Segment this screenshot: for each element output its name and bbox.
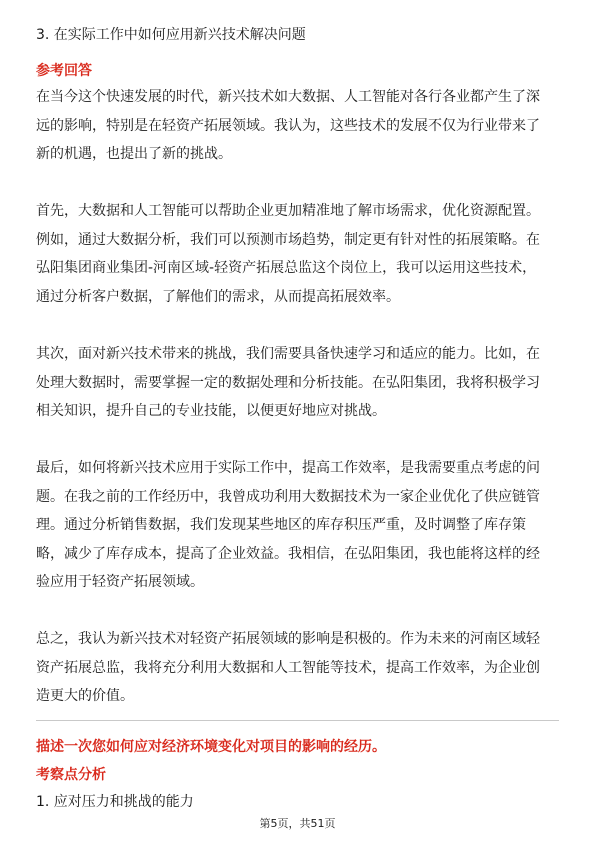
paragraph-line: 资产拓展总监，我将充分利用大数据和人工智能等技术，提高工作效率，为企业创 (36, 659, 540, 676)
paragraph-line: 弘阳集团商业集团-河南区域-轻资产拓展总监这个岗位上，我可以运用这些技术， (36, 260, 537, 276)
paragraph-line: 首先，大数据和人工智能可以帮助企业更加精准地了解市场需求，优化资源配置。 (36, 203, 540, 219)
answer-paragraph-4 (36, 454, 559, 597)
paragraph-line: 理。通过分析销售数据，我们发现某些地区的库存积压严重，及时调整了库存策 (36, 517, 526, 533)
paragraph-line: 最后，如何将新兴技术应用于实际工作中，提高工作效率，是我需要重点考虑的问 (36, 460, 540, 476)
page-footer: 第5页，共51页 (259, 817, 336, 830)
answer-paragraph-3 (36, 340, 559, 426)
paragraph-line: 例如，通过大数据分析，我们可以预测市场趋势，制定更有针对性的拓展策略。在 (36, 231, 540, 248)
paragraph-line: 造更大的价值。 (36, 688, 134, 704)
paragraph-line: 相关知识，提升自己的专业技能，以便更好地应对挑战。 (36, 403, 386, 419)
paragraph-line: 其次，面对新兴技术带来的挑战，我们需要具备快速学习和适应的能力。比如，在 (36, 346, 540, 362)
section-divider (36, 720, 559, 721)
paragraph-line: 总之，我认为新兴技术对轻资产拓展领域的影响是积极的。作为未来的河南区域轻 (36, 631, 540, 647)
paragraph-line: 新的机遇，也提出了新的挑战。 (36, 146, 232, 162)
exam-point-item: 1. 应对压力和挑战的能力 (36, 794, 194, 810)
answer-paragraph-5 (36, 625, 559, 711)
next-question-heading: 描述一次您如何应对经济环境变化对项目的影响的经历。 (36, 739, 386, 755)
paragraph-line: 题。在我之前的工作经历中，我曾成功利用大数据技术为一家企业优化了供应链管 (36, 488, 540, 505)
paragraph-line: 处理大数据时，需要掌握一定的数据处理和分析技能。在弘阳集团，我将积极学习 (36, 374, 540, 391)
paragraph-line: 验应用于轻资产拓展领域。 (36, 574, 204, 590)
paragraph-line: 通过分析客户数据，了解他们的需求，从而提高拓展效率。 (36, 288, 400, 305)
paragraph-line: 略，减少了库存成本，提高了企业效益。我相信，在弘阳集团，我也能将这样的经 (36, 545, 540, 562)
reference-answer-label: 参考回答 (36, 63, 92, 79)
paragraph-line: 在当今这个快速发展的时代，新兴技术如大数据、人工智能对各行各业都产生了深 (36, 89, 540, 105)
answer-paragraph-2 (36, 197, 559, 311)
answer-paragraph-1 (36, 83, 559, 169)
question-heading: 3. 在实际工作中如何应用新兴技术解决问题 (36, 27, 306, 43)
paragraph-line: 远的影响，特别是在轻资产拓展领域。我认为，这些技术的发展不仅为行业带来了 (36, 117, 540, 134)
exam-points-label: 考察点分析 (36, 767, 106, 783)
